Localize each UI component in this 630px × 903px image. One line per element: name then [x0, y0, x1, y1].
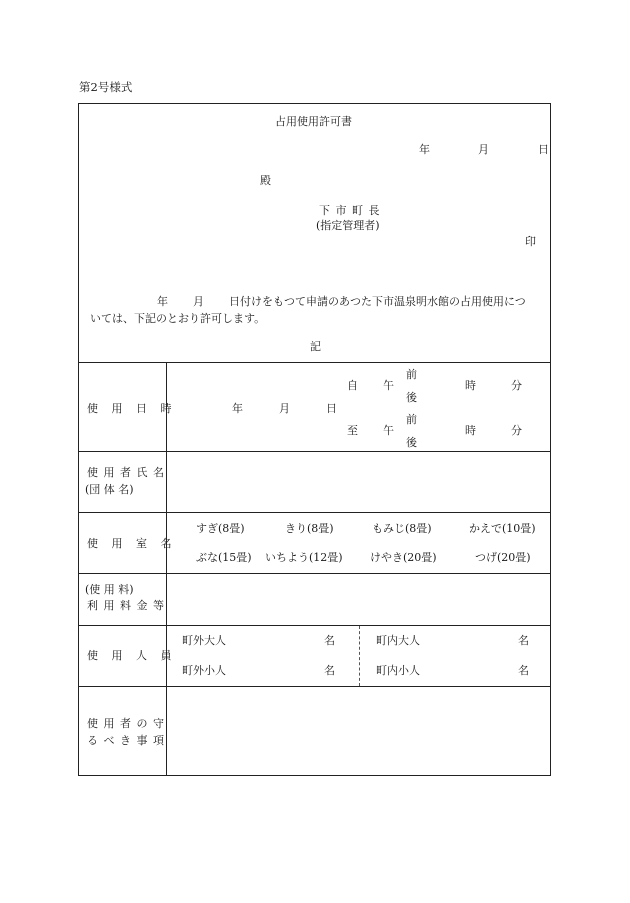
- outside-adult-unit: 名: [324, 634, 335, 647]
- date-day: 日: [538, 143, 549, 156]
- to-mark: 至: [347, 424, 358, 437]
- body-text-line1: 日付けをもつて申請のあつた下市温泉明水館の占用使用につ: [229, 295, 526, 308]
- room-option: つげ(20畳): [475, 551, 531, 564]
- from-noon: 午: [383, 379, 394, 392]
- date-month: 月: [478, 143, 489, 156]
- body-month: 月: [193, 295, 204, 308]
- divider-persons: [79, 686, 550, 687]
- to-noon: 午: [383, 424, 394, 437]
- divider-header: [79, 362, 550, 363]
- issuer: 下 市 町 長: [319, 204, 381, 217]
- room-label: 使 用 室 名: [87, 537, 177, 550]
- from-minute: 分: [511, 379, 522, 392]
- charge-label: 利 用 料 金 等: [87, 599, 165, 612]
- from-am: 前: [406, 368, 417, 381]
- room-option: もみじ(8畳): [372, 522, 432, 535]
- rules-label-line2: る べ き 事 項: [87, 734, 165, 747]
- usage-month: 月: [279, 402, 290, 415]
- seal-mark: 印: [525, 235, 536, 248]
- label-column-divider: [166, 362, 167, 776]
- from-hour: 時: [465, 379, 476, 392]
- room-option: ぶな(15畳): [196, 551, 252, 564]
- from-mark: 自: [347, 379, 358, 392]
- fee-label: (使 用 料): [85, 583, 134, 596]
- to-pm: 後: [406, 436, 417, 449]
- from-pm: 後: [406, 391, 417, 404]
- body-year: 年: [157, 295, 168, 308]
- addressee-suffix: 殿: [260, 174, 271, 187]
- inside-child-unit: 名: [518, 664, 529, 677]
- divider-fee: [79, 625, 550, 626]
- to-am: 前: [406, 413, 417, 426]
- form-number: 第2号様式: [79, 80, 133, 94]
- outside-child-label: 町外小人: [182, 664, 226, 677]
- user-name-label: 使 用 者 氏 名: [87, 466, 165, 479]
- form-title: 占用使用許可書: [275, 115, 352, 128]
- divider-room: [79, 573, 550, 574]
- body-text-line2: いては、下記のとおり許可します。: [90, 312, 266, 325]
- usage-datetime-label: 使 用 日 時: [87, 402, 177, 415]
- ki-mark: 記: [310, 340, 321, 353]
- inside-child-label: 町内小人: [376, 664, 420, 677]
- inside-adult-label: 町内大人: [376, 634, 420, 647]
- divider-datetime: [79, 451, 550, 452]
- inside-adult-unit: 名: [518, 634, 529, 647]
- room-option: すぎ(8畳): [196, 522, 245, 535]
- persons-dashed-divider: [359, 626, 360, 686]
- date-year: 年: [419, 143, 430, 156]
- rules-label-line1: 使 用 者 の 守: [87, 717, 165, 730]
- divider-username: [79, 512, 550, 513]
- persons-label: 使 用 人 員: [87, 649, 177, 662]
- room-option: きり(8畳): [285, 522, 334, 535]
- usage-year: 年: [232, 402, 243, 415]
- group-name-label: (団 体 名): [85, 483, 134, 496]
- outside-adult-label: 町外大人: [182, 634, 226, 647]
- issuer-note: (指定管理者): [316, 219, 380, 232]
- room-option: かえで(10畳): [469, 522, 536, 535]
- room-option: いちよう(12畳): [265, 551, 343, 564]
- room-option: けやき(20畳): [370, 551, 437, 564]
- to-minute: 分: [511, 424, 522, 437]
- outside-child-unit: 名: [324, 664, 335, 677]
- usage-day: 日: [326, 402, 337, 415]
- permit-form: [78, 103, 551, 776]
- to-hour: 時: [465, 424, 476, 437]
